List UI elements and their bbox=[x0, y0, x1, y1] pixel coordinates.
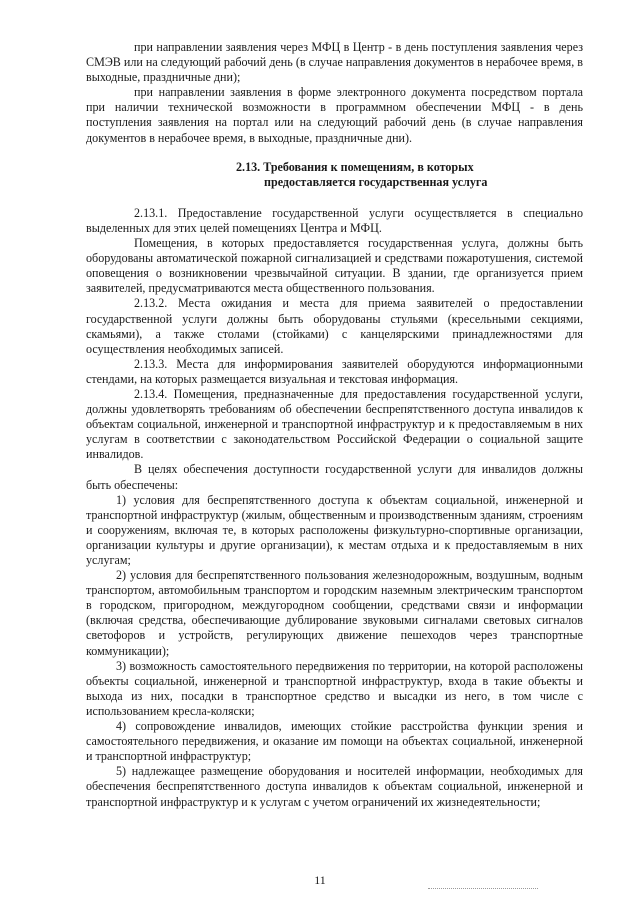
paragraph-mfc-submission: при направлении заявления через МФЦ в Центр - в день поступления заявления через СМЭВ или на следующий рабочий день (в случае направления документов в нерабочее время, в выходные, праздничные дни); bbox=[86, 40, 583, 85]
list-item-5: 5) надлежащее размещение оборудования и носителей информации, необходимых для обеспечения беспрепятственного доступа инвалидов к объектам социальной, инженерной и транспортной инфраструктур и к услугам с учетом ограничений их жизнедеятельности; bbox=[86, 764, 583, 809]
paragraph-accessibility-intro: В целях обеспечения доступности государственной услуги для инвалидов должны быть обеспечены: bbox=[86, 462, 583, 492]
paragraph-portal-submission: при направлении заявления в форме электронного документа посредством портала при наличии технической возможности в программном обеспечении МФЦ - в день поступления заявления на портал или на следующий рабочий день (в случае направления документов в нерабочее время, в выходные, праздничные дни). bbox=[86, 85, 583, 145]
paragraph-2-13-4: 2.13.4. Помещения, предназначенные для предоставления государственной услуги, должны удовлетворять требованиям об обеспечении беспрепятственного доступа инвалидов к объектам социальной, инженерной и транспортной инфраструктур и к предоставляемым в них услугам в соответствии с законодательством Российской Федерации о социальной защите инвалидов. bbox=[86, 386, 583, 462]
list-item-4: 4) сопровождение инвалидов, имеющих стойкие расстройства функции зрения и самостоятельного передвижения, и оказание им помощи на объектах социальной, инженерной и транспортной инфраструктур; bbox=[86, 719, 583, 764]
section-heading-line-2: предоставляется государственная услуга bbox=[264, 174, 488, 189]
paragraph-2-13-2: 2.13.2. Места ожидания и места для приема заявителей о предоставлении государственной услуги должны быть оборудованы стульями (кресельными секциями, скамьями), а также столами (стойками) с канцелярскими принадлежностями для осуществления необходимых записей. bbox=[86, 296, 583, 356]
paragraph-2-13-1: 2.13.1. Предоставление государственной услуги осуществляется в специально выделенных для этих целей помещениях Центра и МФЦ. bbox=[86, 205, 583, 235]
document-body bbox=[86, 40, 583, 810]
list-item-2: 2) условия для беспрепятственного пользования железнодорожным, воздушным, водным транспортом, автомобильным транспортом и городским наземным электрическим транспортом в городском, пригородном, междугородном сообщении, средствами связи и информации (включая средства, обеспечивающие дублирование звуковыми сигналами световых сигналов светофоров и устройств, регулирующих движение пешеходов через транспортные коммуникации); bbox=[86, 568, 583, 658]
page-number: 11 bbox=[314, 873, 326, 887]
section-heading bbox=[86, 160, 583, 190]
paragraph-2-13-3: 2.13.3. Места для информирования заявителей оборудуются информационными стендами, на которых размещается визуальная и текстовая информация. bbox=[86, 356, 583, 386]
paragraph-premises-equipment: Помещения, в которых предоставляется государственная услуга, должны быть оборудованы автоматической пожарной сигнализацией и средствами пожаротушения, системой оповещения о возникновении чрезвычайной ситуации. В здании, где организуется прием заявителей, предусматриваются места общественного пользования. bbox=[86, 236, 583, 296]
footer-scan-artifact bbox=[428, 888, 538, 889]
section-heading-line-1: 2.13. Требования к помещениям, в которых bbox=[236, 159, 474, 174]
list-item-3: 3) возможность самостоятельного передвижения по территории, на которой расположены объекты социальной, инженерной и транспортной инфраструктур, входа в такие объекты и выхода из них, посадки в транспортное средство и высадки из него, в том числе с использованием кресла-коляски; bbox=[86, 658, 583, 718]
list-item-1: 1) условия для беспрепятственного доступа к объектам социальной, инженерной и транспортной инфраструктур (жилым, общественным и производственным зданиям, строениям и сооружениям, включая те, в которых расположены физкультурно-спортивные организации, организации культуры и другие организации), к местам отдыха и к предоставляемым в них услугам; bbox=[86, 492, 583, 567]
